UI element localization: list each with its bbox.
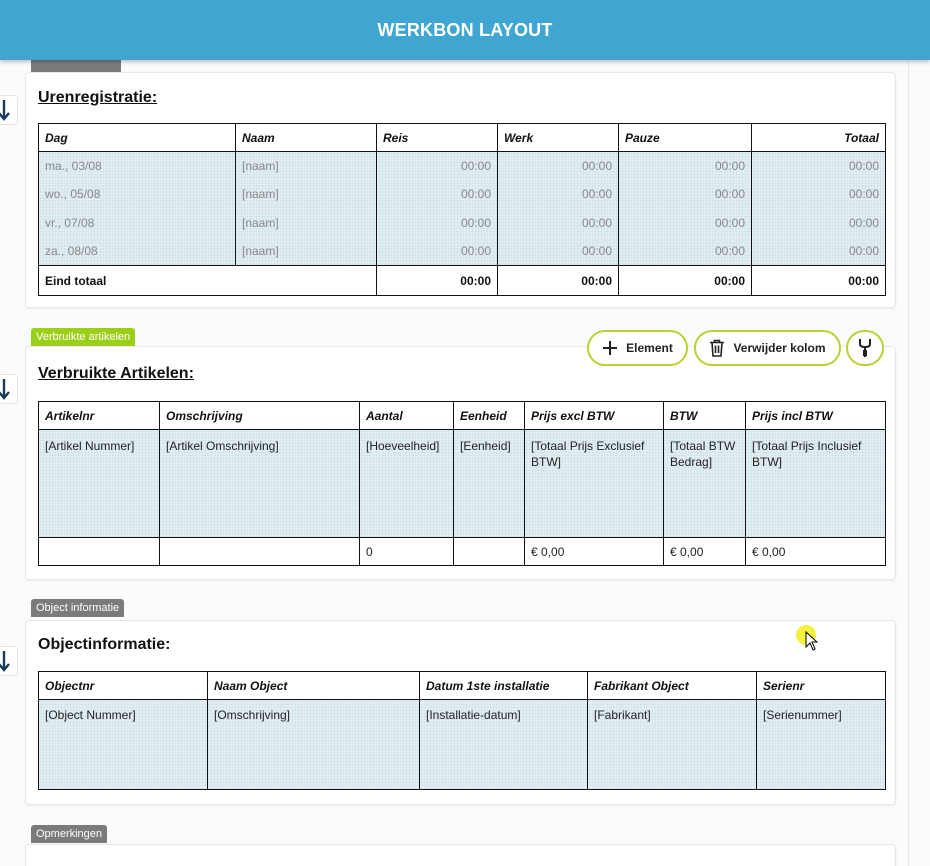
plus-icon [602,340,618,356]
column-header-datum-installatie: Datum 1ste installatie [420,672,588,700]
remove-column-label: Verwijder kolom [733,341,826,355]
cell-break: 00:00 [619,237,752,266]
total-work: 00:00 [498,266,619,296]
section-tag-articles[interactable]: Verbruikte artikelen [31,328,135,346]
cell-travel: 00:00 [377,152,498,181]
object-table [38,671,886,790]
total-row [39,266,886,296]
total-travel: 00:00 [377,266,498,296]
column-header-artikelnr: Artikelnr [39,402,160,430]
section-tag-object[interactable]: Object informatie [31,599,124,617]
add-element-label: Element [626,341,673,355]
hours-card [25,72,896,308]
cell-article-description: [Artikel Omschrijving] [160,430,360,538]
cell-total: 00:00 [752,152,886,181]
footer-quantity: 0 [360,538,454,566]
layout-canvas [0,60,930,866]
total-break: 00:00 [619,266,752,296]
footer-vat: € 0,00 [664,538,746,566]
cell-travel: 00:00 [377,237,498,266]
arrow-down-icon [0,375,10,403]
table-row [39,700,886,790]
cell-object-number: [Object Nummer] [39,700,208,790]
cell-name: [naam] [236,152,377,181]
page-title: WERKBON LAYOUT [377,19,553,40]
cell-work: 00:00 [498,152,619,181]
cell-name: [naam] [236,237,377,266]
column-header-aantal: Aantal [360,402,454,430]
object-card [25,620,896,805]
table-row [39,180,886,209]
cell-total: 00:00 [752,180,886,209]
cell-serial: [Serienummer] [757,700,886,790]
articles-card [25,346,896,580]
cell-article-number: [Artikel Nummer] [39,430,160,538]
move-handle-hours[interactable] [0,95,18,125]
articles-table [38,401,886,566]
add-element-button[interactable] [587,330,688,366]
cell-travel: 00:00 [377,209,498,238]
cell-travel: 00:00 [377,180,498,209]
right-rail-divider [908,60,909,866]
cell-total: 00:00 [752,209,886,238]
footer-cell [39,538,160,566]
column-header-pauze: Pauze [619,124,752,152]
remarks-card [25,844,896,866]
column-header-eenheid: Eenheid [454,402,525,430]
column-header-omschrijving: Omschrijving [160,402,360,430]
cell-price-incl: [Totaal Prijs Inclusief BTW] [746,430,886,538]
table-row [39,237,886,266]
column-header-objectnr: Objectnr [39,672,208,700]
move-handle-articles[interactable] [0,374,18,404]
cell-install-date: [Installatie-datum] [420,700,588,790]
arrow-down-icon [0,96,10,124]
section-tag-remarks[interactable]: Opmerkingen [31,825,107,843]
mouse-pointer-icon [805,631,819,651]
column-header-naam-object: Naam Object [208,672,420,700]
column-header-prijs-excl: Prijs excl BTW [525,402,664,430]
cell-work: 00:00 [498,209,619,238]
footer-price-incl: € 0,00 [746,538,886,566]
cell-day: ma., 03/08 [39,152,236,181]
column-header-btw: BTW [664,402,746,430]
wrench-icon [858,338,872,358]
cell-work: 00:00 [498,180,619,209]
column-header-prijs-incl: Prijs incl BTW [746,402,886,430]
column-header-dag: Dag [39,124,236,152]
cell-day: za., 08/08 [39,237,236,266]
app-header [0,0,930,60]
cell-break: 00:00 [619,180,752,209]
column-header-totaal: Totaal [752,124,886,152]
hours-title: Urenregistratie: [38,89,158,106]
trash-icon [709,339,725,357]
cell-break: 00:00 [619,152,752,181]
footer-cell [454,538,525,566]
cell-total: 00:00 [752,237,886,266]
cell-name: [naam] [236,209,377,238]
cell-price-excl: [Totaal Prijs Exclusief BTW] [525,430,664,538]
move-handle-object[interactable] [0,646,18,676]
total-total: 00:00 [752,266,886,296]
section-tag-hours[interactable] [31,60,121,72]
cell-work: 00:00 [498,237,619,266]
total-label: Eind totaal [39,266,377,296]
cell-manufacturer: [Fabrikant] [588,700,757,790]
table-row [39,152,886,181]
column-header-reis: Reis [377,124,498,152]
cell-unit: [Eenheid] [454,430,525,538]
footer-cell [160,538,360,566]
table-row [39,430,886,538]
cell-object-name: [Omschrijving] [208,700,420,790]
column-header-werk: Werk [498,124,619,152]
remove-column-button[interactable] [694,330,841,366]
settings-button[interactable] [846,330,884,366]
cell-break: 00:00 [619,209,752,238]
cell-quantity: [Hoeveelheid] [360,430,454,538]
hours-table [38,123,886,296]
column-header-naam: Naam [236,124,377,152]
footer-row [39,538,886,566]
cell-name: [naam] [236,180,377,209]
articles-title: Verbruikte Artikelen: [38,365,194,382]
cell-day: vr., 07/08 [39,209,236,238]
footer-price-excl: € 0,00 [525,538,664,566]
column-header-serienr: Serienr [757,672,886,700]
cell-vat: [Totaal BTW Bedrag] [664,430,746,538]
arrow-down-icon [0,647,10,675]
cell-day: wo., 05/08 [39,180,236,209]
object-title: Objectinformatie: [38,636,171,653]
table-row [39,209,886,238]
column-header-fabrikant: Fabrikant Object [588,672,757,700]
